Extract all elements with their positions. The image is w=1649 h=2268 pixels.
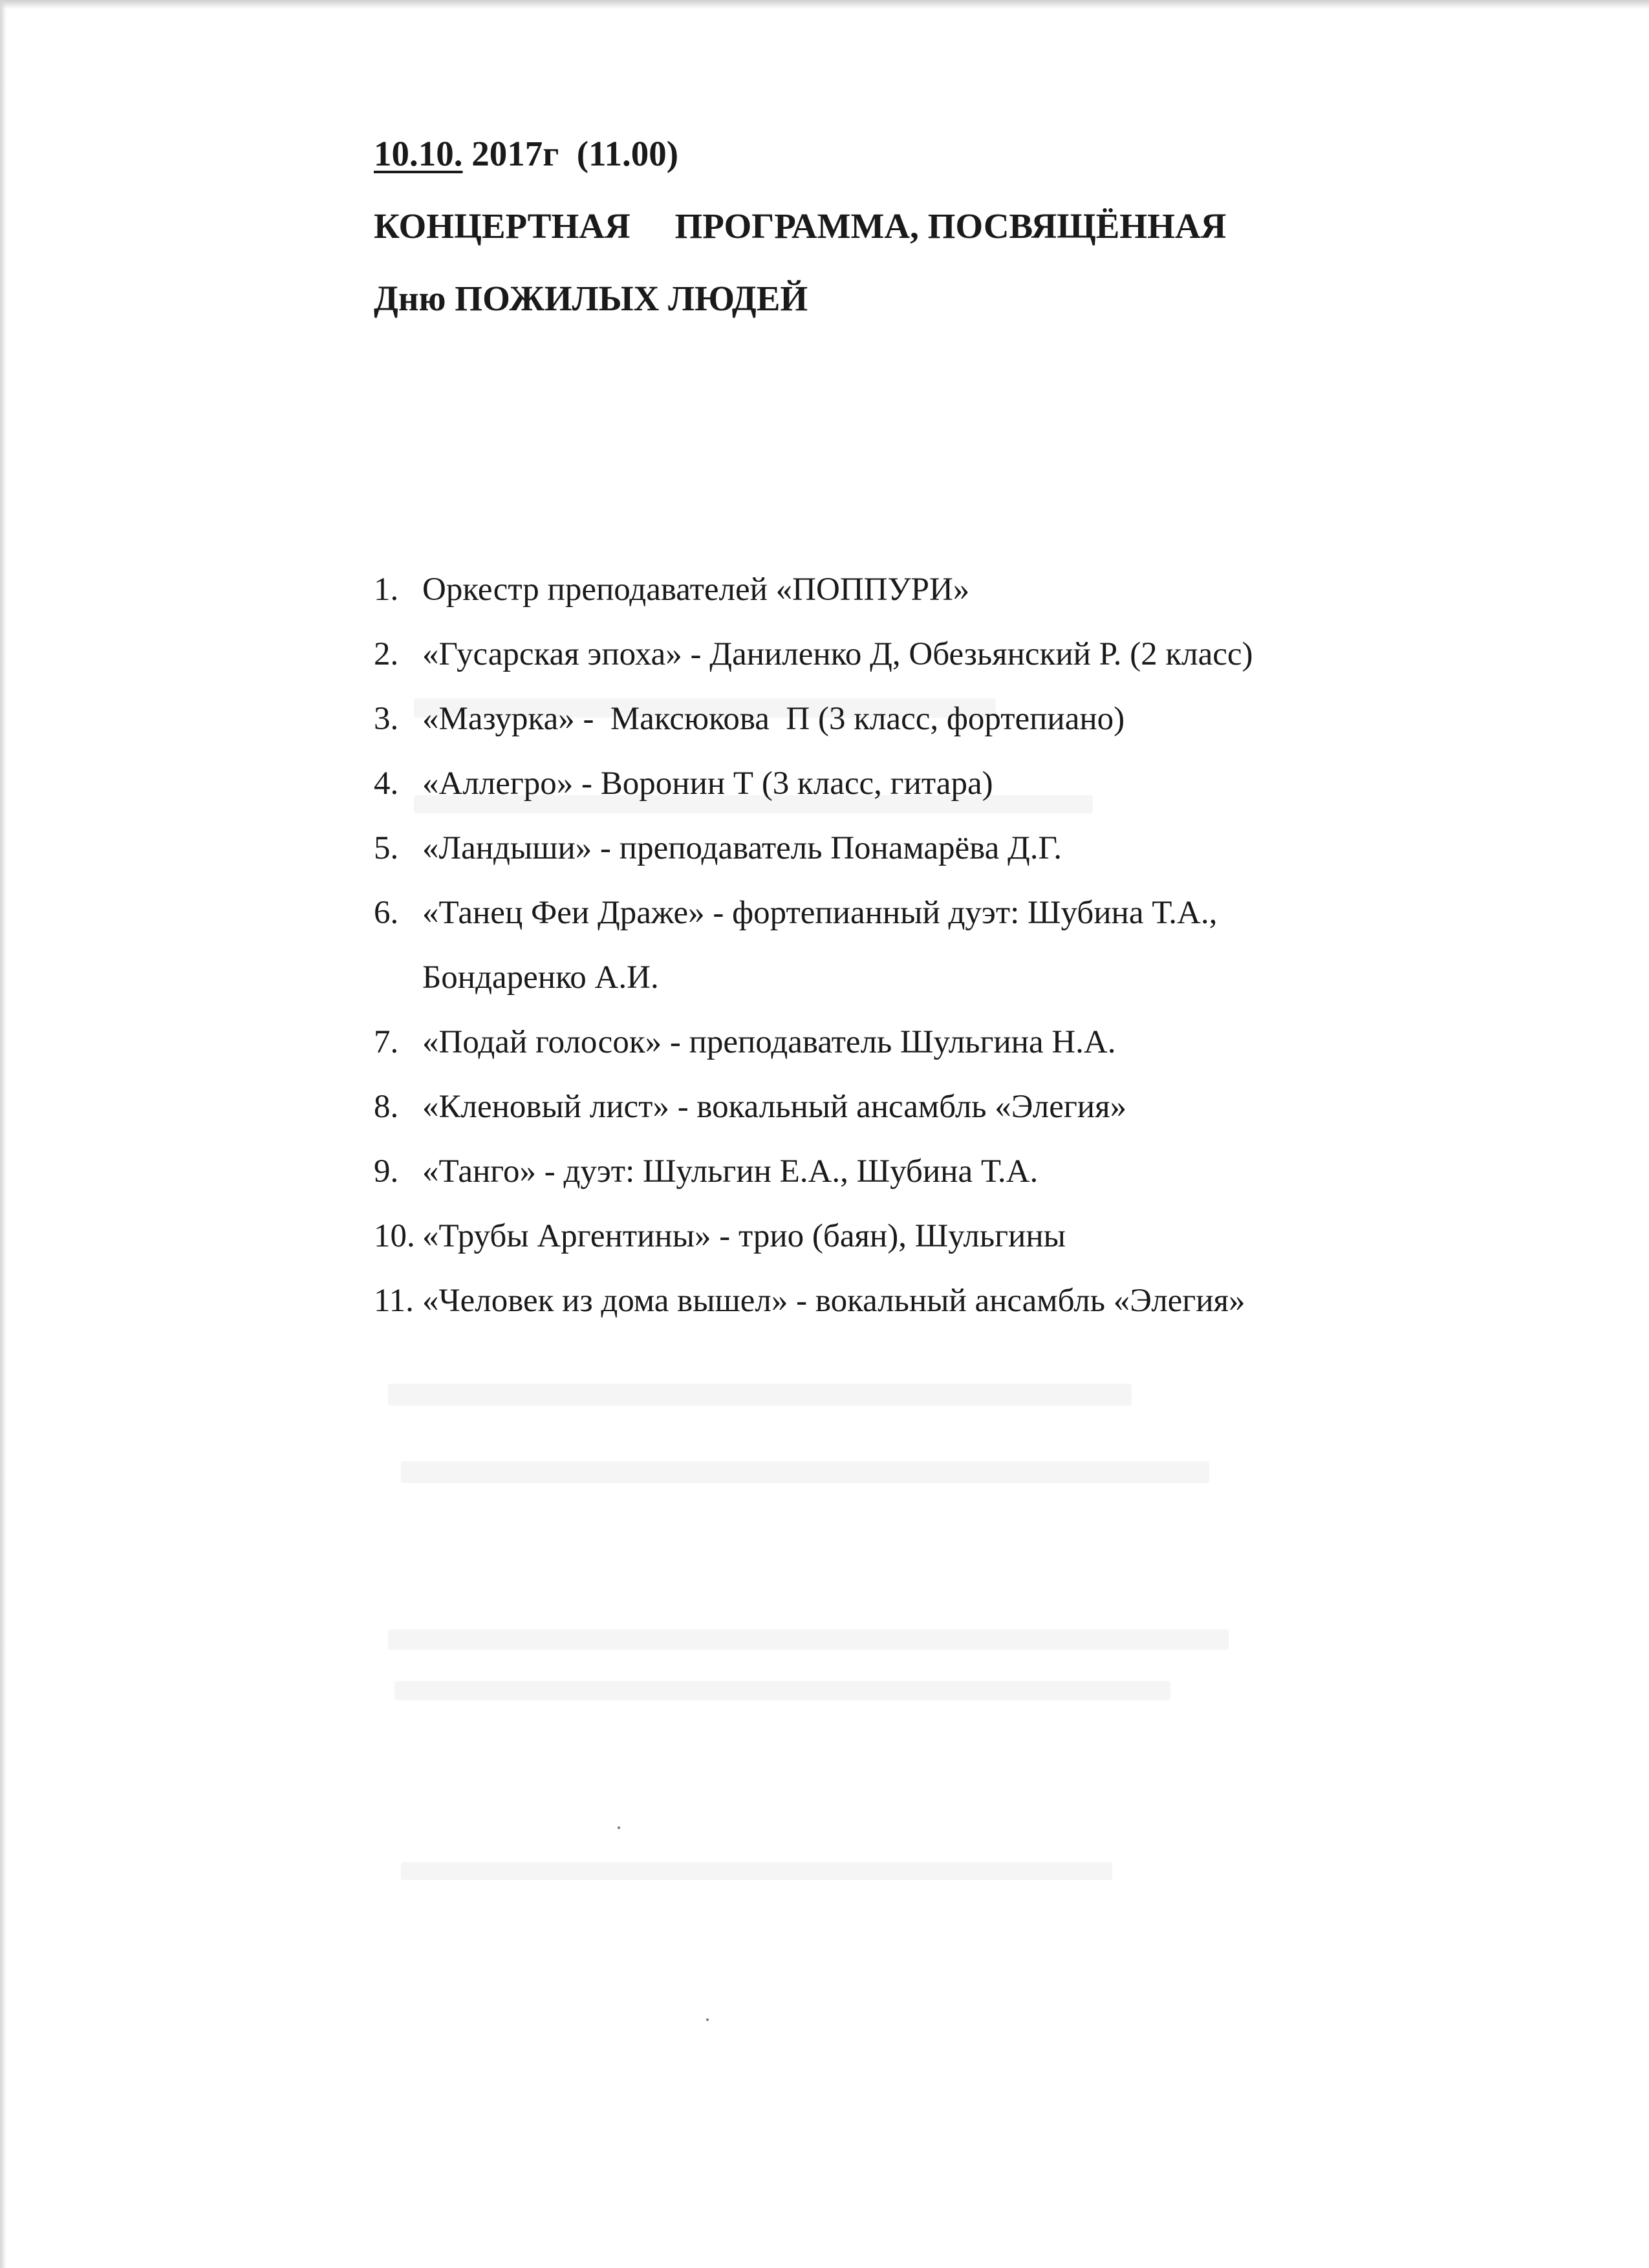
program-item bbox=[374, 557, 1473, 622]
program-item-text: «Человек из дома вышел» - вокальный ансамбль «Элегия» bbox=[422, 1283, 1245, 1319]
title-line-2: Дню ПОЖИЛЫХ ЛЮДЕЙ bbox=[374, 279, 808, 318]
program-item bbox=[374, 751, 1473, 816]
program-item-number: 3. bbox=[374, 701, 399, 737]
program-item-number: 8. bbox=[374, 1089, 399, 1125]
program-item bbox=[374, 622, 1473, 687]
show-through-mark bbox=[394, 1681, 1170, 1700]
program-item-text: «Гусарская эпоха» - Даниленко Д, Обезьянский Р. (2 класс) bbox=[422, 636, 1253, 672]
program-item-text: «Подай голосок» - преподаватель Шульгина Н.А. bbox=[422, 1024, 1116, 1060]
program-item-number: 6. bbox=[374, 895, 399, 931]
program-item-number: 4. bbox=[374, 765, 399, 802]
program-item-text: «Аллегро» - Воронин Т (3 класс, гитара) bbox=[422, 765, 993, 802]
program-list bbox=[374, 557, 1473, 1333]
program-item bbox=[374, 687, 1473, 751]
program-item-number: 1. bbox=[374, 572, 399, 608]
program-item-number: 9. bbox=[374, 1153, 399, 1190]
scan-speck bbox=[706, 2018, 709, 2021]
program-item bbox=[374, 1139, 1473, 1204]
date-time-line bbox=[374, 136, 1486, 180]
program-item bbox=[374, 1204, 1473, 1268]
scan-speck bbox=[618, 1826, 620, 1829]
program-item-text: «Ландыши» - преподаватель Понамарёва Д.Г. bbox=[422, 830, 1062, 866]
scan-left-edge bbox=[0, 0, 6, 2268]
program-item-text: «Мазурка» - Максюкова П (3 класс, фортепиано) bbox=[422, 701, 1125, 737]
program-item bbox=[374, 816, 1473, 881]
program-item-text: «Танго» - дуэт: Шульгин Е.А., Шубина Т.А. bbox=[422, 1153, 1039, 1190]
program-item-number: 7. bbox=[374, 1024, 399, 1060]
program-item-number: 2. bbox=[374, 636, 399, 672]
show-through-mark bbox=[388, 1629, 1229, 1650]
document-header bbox=[374, 136, 1486, 325]
program-item-text: Бондаренко А.И. bbox=[422, 959, 659, 996]
program-item-text: «Танец Феи Драже» - фортепианный дуэт: Шубина Т.А., bbox=[422, 895, 1218, 931]
program-item-number: 11. bbox=[374, 1283, 414, 1319]
program-item bbox=[374, 881, 1473, 1010]
program-item bbox=[374, 1268, 1473, 1333]
event-date: 10.10. bbox=[374, 134, 463, 173]
program-item-number: 5. bbox=[374, 830, 399, 866]
program-item bbox=[374, 1075, 1473, 1139]
program-item-text: Оркестр преподавателей «ПОППУРИ» bbox=[422, 572, 970, 608]
event-year-time: 2017г (11.00) bbox=[462, 134, 679, 173]
show-through-mark bbox=[401, 1461, 1209, 1483]
program-item-number: 10. bbox=[374, 1218, 415, 1254]
scan-top-edge bbox=[0, 0, 1649, 9]
program-item bbox=[374, 1010, 1473, 1075]
show-through-mark bbox=[388, 1384, 1132, 1406]
program-item-text: «Кленовый лист» - вокальный ансамбль «Элегия» bbox=[422, 1089, 1127, 1125]
program-item-text: «Трубы Аргентины» - трио (баян), Шульгины bbox=[422, 1218, 1066, 1254]
title-line-1: КОНЦЕРТНАЯ ПРОГРАММА, ПОСВЯЩЁННАЯ bbox=[374, 206, 1227, 246]
show-through-mark bbox=[401, 1862, 1112, 1880]
